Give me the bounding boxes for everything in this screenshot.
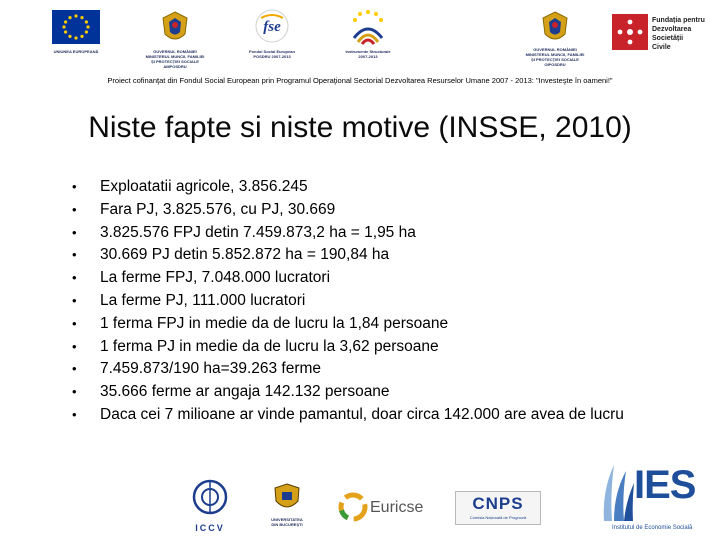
ies-label: IES <box>634 463 696 507</box>
bullet-dot: • <box>72 247 77 263</box>
bullet-dot: • <box>72 384 77 400</box>
eu-caption: UNIUNEA EUROPEANĂ <box>53 49 99 54</box>
list-item: • 35.666 ferme ar angaja 142.132 persoane <box>70 381 670 404</box>
page-title: Niste fapte si niste motive (INSSE, 2010) <box>88 111 632 144</box>
fdsc-logo-icon <box>612 14 648 50</box>
footer-logo-strip <box>0 455 720 540</box>
svg-text:fse: fse <box>263 19 281 35</box>
list-item: • Fara PJ, 3.825.576, cu PJ, 30.669 <box>70 199 670 222</box>
header-logo-strip <box>0 0 720 75</box>
cnps-label: CNPS <box>472 494 524 513</box>
ies-sub-label: Institutul de Economie Socială <box>612 525 693 531</box>
instrumente-structurale-icon <box>350 8 386 46</box>
bullet-dot: • <box>72 292 77 308</box>
bullet-dot: • <box>72 270 77 286</box>
list-item: • Exploatatii agricole, 3.856.245 <box>70 176 670 199</box>
bullet-dot: • <box>72 179 77 194</box>
list-item: • 30.669 PJ detin 5.852.872 ha = 190,84 ha <box>70 244 670 267</box>
university-label: UNIVERSITATEA DIN BUCUREȘTI <box>271 517 303 527</box>
list-item: • 7.459.873/190 ha=39.263 ferme <box>70 358 670 381</box>
euricse-logo-icon <box>338 492 368 522</box>
list-item: • La ferme PJ, 111.000 lucratori <box>70 290 670 313</box>
bullet-dot: • <box>72 201 77 217</box>
iccv-label: ICCV <box>195 523 225 533</box>
list-item: • Daca cei 7 milioane ar vinde pamantul, doar circa 142.000 are avea de lucru <box>70 404 670 427</box>
iccv-logo-icon <box>188 479 232 519</box>
fse-caption: Fondul Social European POSDRU 2007-2013 <box>249 49 295 59</box>
gov-caption-2: GUVERNUL ROMÂNIEI MINISTERUL MUNCII, FAMILIEI ȘI PROTECȚIEI SOCIALE OIPOSDRU <box>525 47 585 67</box>
ies-logo-mark-icon <box>600 461 636 525</box>
gov-caption-1: GUVERNUL ROMÂNIEI MINISTERUL MUNCII, FAMILIEI ȘI PROTECȚIEI SOCIALE AMPOSDRU <box>145 49 205 69</box>
euricse-label: Euricse <box>370 499 424 516</box>
list-item: • 3.825.576 FPJ detin 7.459.873,2 ha = 1,95 ha <box>70 222 670 245</box>
bullet-list <box>70 176 670 427</box>
eu-flag-icon <box>52 10 100 44</box>
bullet-dot: • <box>72 406 77 422</box>
romania-coat-of-arms-icon <box>160 10 190 46</box>
list-item: • 1 ferma PJ in medie da de lucru la 3,62 persoane <box>70 336 670 359</box>
list-item: • 1 ferma FPJ in medie da de lucru la 1,84 persoane <box>70 313 670 336</box>
fse-logo-icon <box>254 8 290 44</box>
bullet-dot: • <box>72 338 77 354</box>
cnps-logo <box>455 491 541 525</box>
bullet-dot: • <box>72 224 77 240</box>
bullet-dot: • <box>72 315 77 331</box>
bullet-dot: • <box>72 361 77 377</box>
project-cofinancing-line: Proiect cofinanţat din Fondul Social European prin Programul Operaţional Sectorial Dezvoltarea Resurselor Umane 2007 - 2013: "Investeşte în oameni!" <box>107 76 613 85</box>
romania-coat-of-arms-icon <box>540 10 570 46</box>
fdsc-caption: Fundația pentru Dezvoltarea Societății Civile <box>652 17 705 51</box>
is-caption: Instrumente Structurale 2007-2013 <box>345 49 391 59</box>
university-crest-icon <box>274 483 300 513</box>
cnps-sub-label: Comisia Națională de Prognoză <box>469 515 527 520</box>
list-item: • La ferme FPJ, 7.048.000 lucratori <box>70 267 670 290</box>
